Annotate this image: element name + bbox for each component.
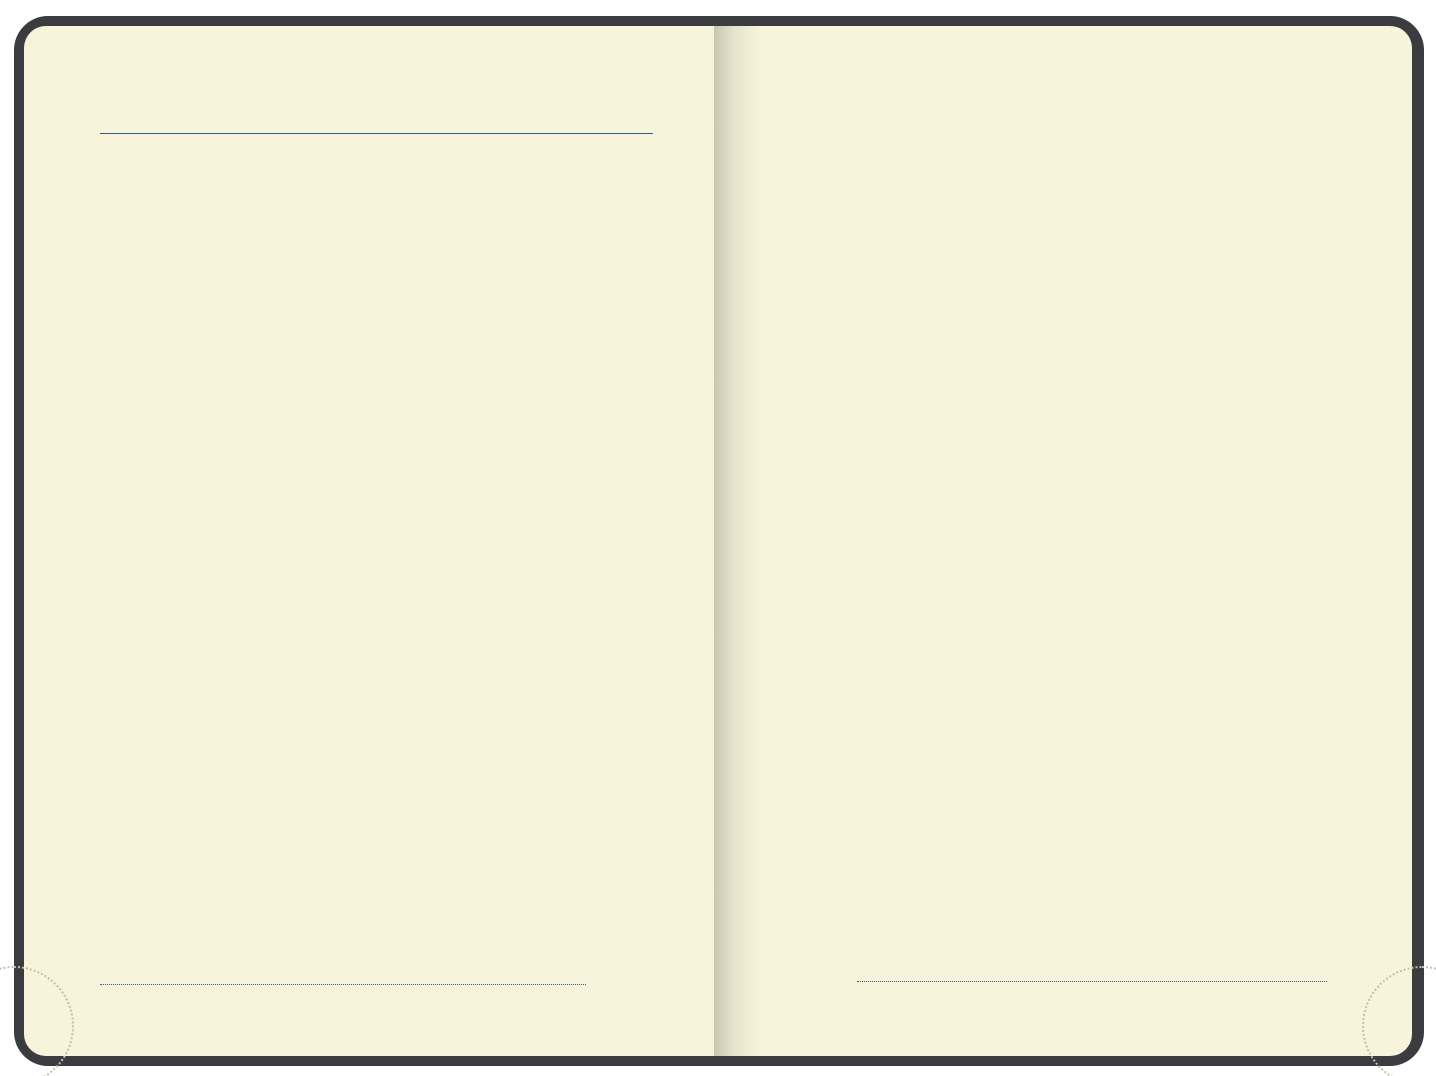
corner-stitch bbox=[0, 966, 74, 1076]
divider bbox=[100, 133, 653, 134]
corner-stitch bbox=[1362, 966, 1436, 1076]
footer-line bbox=[857, 981, 1327, 982]
left-page bbox=[24, 26, 714, 1056]
right-page bbox=[714, 26, 1412, 1056]
footer-line bbox=[100, 984, 586, 985]
